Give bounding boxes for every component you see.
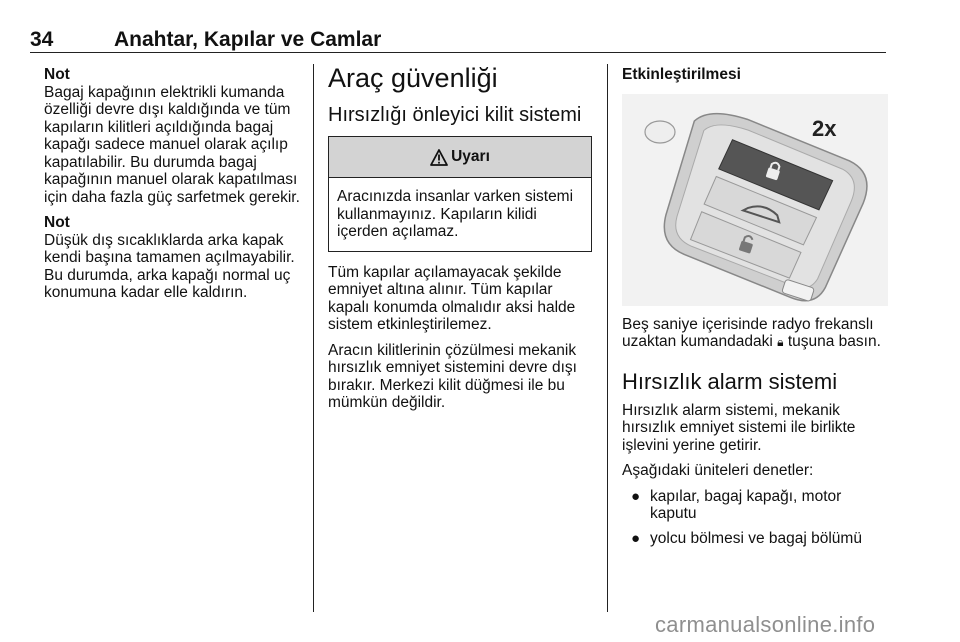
page-number: 34 (30, 28, 54, 51)
paragraph (622, 316, 886, 352)
paragraph: Aşağıdaki üniteleri denetler: (622, 462, 814, 479)
paragraph: Hırsızlık alarm sistemi, mekanik hırsızlık emniyet sistemi ile birlikte işlevini yerine getirir. (622, 401, 856, 454)
warning-text: Aracınızda insanlar varken sistemi kullanmayınız. Kapıların kilidi içerden açılamaz. (337, 188, 574, 240)
subsection-heading: Hırsızlık alarm sistemi (622, 368, 838, 394)
page-header (30, 28, 886, 53)
note-text: Bagaj kapağının elektrikli kumanda özelliği devre dışı kaldığında ve tüm kapıların kilitleri açıldığında bagaj kapağı sadece manuel olarak açılıp kapatılabilir. Bu durumda bagaj kapağının manuel olarak kapatılması için daha fazla güç sarfetmek gerekir. (44, 83, 300, 206)
press-twice-label: 2x (812, 115, 837, 141)
bullet-icon: ● (631, 529, 641, 547)
list-item (622, 530, 886, 548)
bullet-icon: ● (631, 487, 641, 505)
column-divider-left (313, 64, 314, 612)
warning-box (328, 136, 592, 252)
chapter-title: Anahtar, Kapılar ve Camlar (114, 28, 382, 51)
subsection-heading: Etkinleştirilmesi (622, 66, 741, 83)
paragraph-text-end: tuşuna basın. (787, 333, 881, 350)
warning-header (329, 137, 591, 178)
note-text: Düşük dış sıcaklıklarda arka kapak kendi başına tamamen açılmayabilir. Bu durumda, arka kapağı normal uç konumuna kadar elle kaldırın. (44, 231, 295, 301)
note-title: Not (44, 214, 70, 231)
middle-column (328, 63, 592, 420)
right-column (622, 66, 886, 554)
left-column (44, 66, 302, 310)
watermark: carmanualsonline.info (655, 612, 876, 637)
paragraph-text-start: Beş saniye içerisinde radyo frekanslı uzaktan kumandadaki (622, 315, 874, 350)
note-title: Not (44, 66, 70, 83)
note-block (44, 214, 302, 302)
column-divider-right (607, 64, 608, 612)
lock-icon: 🔒︎ (777, 335, 784, 349)
list-item-text: kapılar, bagaj kapağı, motor kaputu (650, 487, 842, 522)
paragraph: Tüm kapılar açılamayacak şekilde emniyet altına alınır. Tüm kapılar kapalı konumda olmalıdır aksi halde sistem etkinleştirilemez. (328, 263, 576, 333)
subsection-heading: Hırsızlığı önleyici kilit sistemi (328, 104, 582, 126)
list-item (622, 488, 886, 523)
list-item-text: yolcu bölmesi ve bagaj bölümü (650, 529, 862, 547)
bullet-list (622, 488, 886, 548)
key-fob-illustration (622, 94, 888, 306)
warning-triangle-icon (430, 149, 448, 166)
paragraph: Aracın kilitlerinin çözülmesi mekanik hırsızlık emniyet sistemini devre dışı bırakır. Merkezi kilit düğmesi ile bu mümkün değildir. (328, 341, 577, 411)
note-block (44, 66, 302, 206)
section-heading: Araç güvenliği (328, 63, 498, 93)
warning-title: Uyarı (451, 148, 490, 166)
